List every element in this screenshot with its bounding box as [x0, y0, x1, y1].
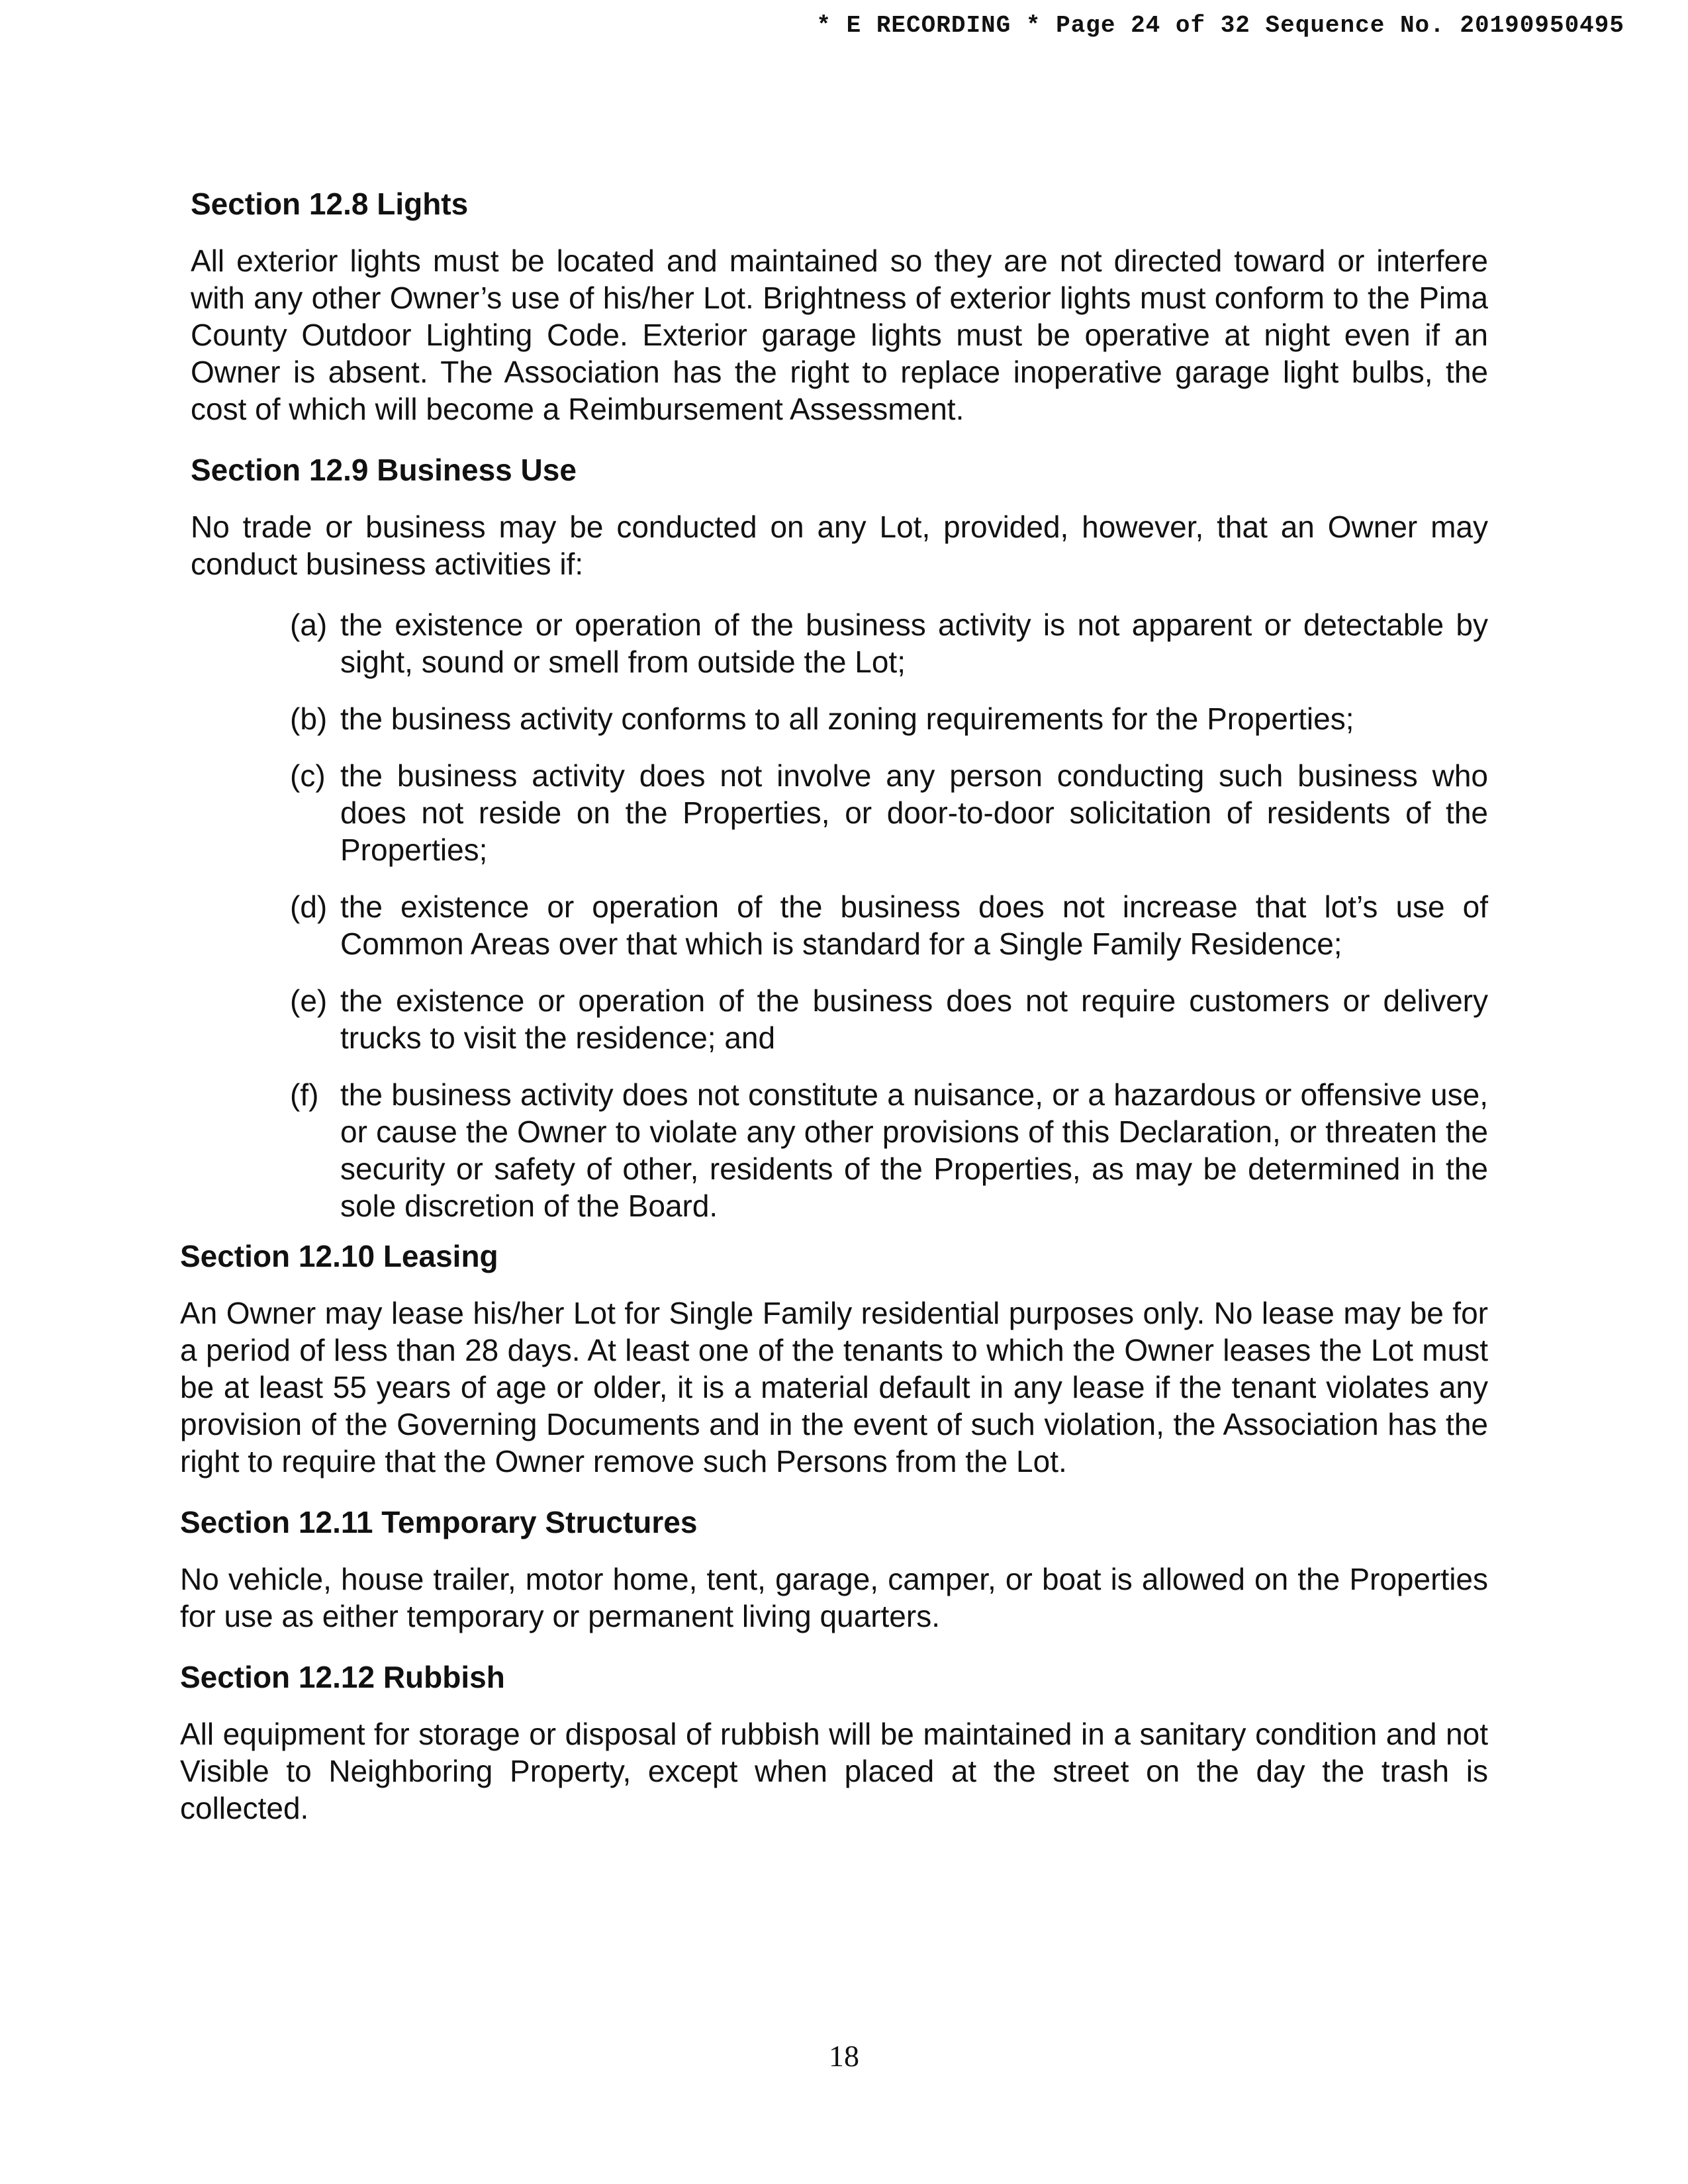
section-heading: Section 12.12 Rubbish — [180, 1660, 505, 1694]
section-rubbish — [180, 1659, 1488, 1827]
section-heading: Section 12.8 Lights — [191, 187, 469, 221]
section-business-use — [191, 451, 1488, 1224]
section-lights — [191, 185, 1488, 428]
section-paragraph: No trade or business may be conducted on any Lot, provided, however, that an Owner may conduct business activities if: — [191, 510, 1488, 581]
page-number: 18 — [829, 2039, 859, 2073]
section-heading: Section 12.9 Business Use — [191, 453, 577, 487]
recording-stamp: * E RECORDING * Page 24 of 32 Sequence No. 20190950495 — [816, 12, 1624, 39]
list-item — [290, 982, 1488, 1056]
list-item — [290, 888, 1488, 962]
list-marker: (a) — [290, 608, 328, 642]
list-item-text: the existence or operation of the business activity is not apparent or detectable by sight, sound or smell from outside the Lot; — [340, 608, 1488, 679]
list-marker: (c) — [290, 758, 326, 793]
list-marker: (f) — [290, 1077, 319, 1112]
list-marker: (b) — [290, 702, 328, 736]
section-paragraph: All exterior lights must be located and maintained so they are not directed toward or interfere with any other Owner’s use of his/her Lot. Brightness of exterior lights must conform to the Pima County Outdoor Lighting Code. Exterior garage lights must be operative at night even if an Owner is absent. The Association has the right to replace inoperative garage light bulbs, the cost of which will become a Reimbursement Assessment. — [191, 244, 1488, 426]
list-item — [290, 757, 1488, 868]
conditions-list — [191, 606, 1488, 1224]
document-body — [180, 185, 1488, 1850]
section-leasing — [180, 1238, 1488, 1480]
list-item-text: the existence or operation of the business does not require customers or delivery trucks to visit the residence; and — [340, 983, 1488, 1055]
section-paragraph: All equipment for storage or disposal of rubbish will be maintained in a sanitary condition and not Visible to Neighboring Property, except when placed at the street on the day the trash is collected. — [180, 1717, 1488, 1825]
list-item-text: the business activity does not constitute a nuisance, or a hazardous or offensive use, or cause the Owner to violate any other provisions of this Declaration, or threaten the security or safety of other, residents of the Properties, as may be determined in the sole discretion of the Board. — [340, 1077, 1488, 1223]
list-item-text: the business activity conforms to all zoning requirements for the Properties; — [340, 702, 1354, 736]
section-heading: Section 12.11 Temporary Structures — [180, 1505, 698, 1539]
list-item — [290, 1076, 1488, 1224]
section-paragraph: An Owner may lease his/her Lot for Single Family residential purposes only. No lease may be for a period of less than 28 days. At least one of the tenants to which the Owner leases the Lot must be at least 55 years of age or older, it is a material default in any lease if the tenant violates any provision of the Governing Documents and in the event of such violation, the Association has the right to require that the Owner remove such Persons from the Lot. — [180, 1296, 1488, 1479]
section-paragraph: No vehicle, house trailer, motor home, tent, garage, camper, or boat is allowed on the Properties for use as either temporary or permanent living quarters. — [180, 1562, 1488, 1633]
section-heading: Section 12.10 Leasing — [180, 1239, 498, 1273]
list-marker: (e) — [290, 983, 328, 1018]
list-item — [290, 700, 1488, 737]
list-item-text: the business activity does not involve any person conducting such business who does not reside on the Properties, or door-to-door solicitation of residents of the Properties; — [340, 758, 1488, 867]
list-item — [290, 606, 1488, 680]
list-marker: (d) — [290, 889, 328, 924]
list-item-text: the existence or operation of the business does not increase that lot’s use of Common Areas over that which is standard for a Single Family Residence; — [340, 889, 1488, 961]
section-temporary-structures — [180, 1504, 1488, 1635]
